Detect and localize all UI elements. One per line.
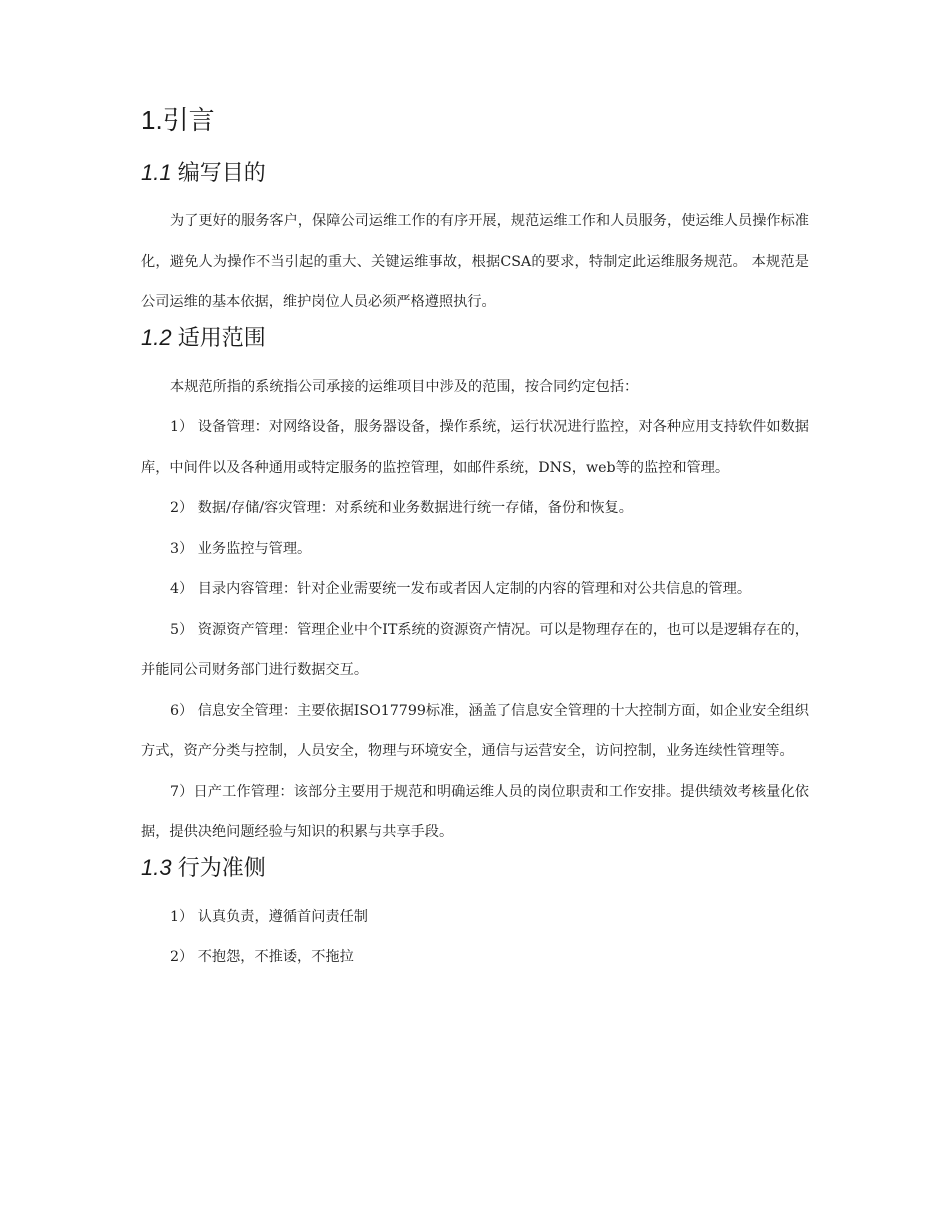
- section-heading-1-1: [141, 158, 809, 188]
- paragraph: 本规范所指的系统指公司承接的运维项目中涉及的范围，按合同约定包括：: [170, 378, 639, 395]
- section-title: 适用范围: [177, 324, 266, 350]
- section-1-1-body: [141, 201, 809, 323]
- section-title: 编写目的: [177, 160, 266, 185]
- list-item: 5） 资源资产管理：管理企业中个IT系统的资源资产情况。可以是物理存在的，也可以是逻辑存在的，并能同公司财务部门进行数据交互。: [141, 621, 809, 678]
- list-item: 3） 业务监控与管理。: [170, 540, 312, 557]
- section-number: 1.3: [141, 854, 172, 880]
- section-heading-1-2: [141, 323, 809, 353]
- list-item: 4） 目录内容管理：针对企业需要统一发布或者因人定制的内容的管理和对公共信息的管理。: [170, 581, 752, 597]
- chapter-heading: 1.引言: [141, 105, 215, 135]
- list-item: 2） 数据/存储/容灾管理：对系统和业务数据进行统一存储，备份和恢复。: [170, 500, 633, 516]
- list-item: 1） 认真负责，遵循首问责任制: [170, 908, 368, 925]
- section-heading-1-3: [141, 853, 809, 883]
- section-number: 1.2: [141, 324, 172, 350]
- section-title: 行为准侧: [177, 854, 266, 880]
- section-1-2-body: [141, 367, 809, 853]
- list-item: 1） 设备管理：对网络设备，服务器设备，操作系统，运行状况进行监控，对各种应用支持软件如数据库，中间件以及各种通用或特定服务的监控管理，如邮件系统，DNS，web等的监控和管理。: [141, 419, 809, 476]
- section-number: 1.1: [141, 160, 172, 185]
- document-body: [141, 103, 809, 978]
- list-item: 2） 不抱怨，不推诿，不拖拉: [170, 949, 354, 965]
- list-item: 7）日产工作管理：该部分主要用于规范和明确运维人员的岗位职责和工作安排。提供绩效考核量化依据，提供决绝问题经验与知识的积累与共享手段。: [141, 783, 809, 840]
- paragraph: 为了更好的服务客户，保障公司运维工作的有序开展，规范运维工作和人员服务，使运维人员操作标准化，避免人为操作不当引起的重大、关键运维事故，根据CSA的要求，特制定此运维服务规范。 本规范是公司运维的基本依据，维护岗位人员必须严格遵照执行。: [141, 213, 809, 310]
- list-item: 6） 信息安全管理：主要依据ISO17799标准，涵盖了信息安全管理的十大控制方面，如企业安全组织方式，资产分类与控制，人员安全，物理与环境安全，通信与运营安全，访问控制，业务连续性管理等。: [141, 702, 809, 759]
- section-1-3-body: [141, 897, 809, 978]
